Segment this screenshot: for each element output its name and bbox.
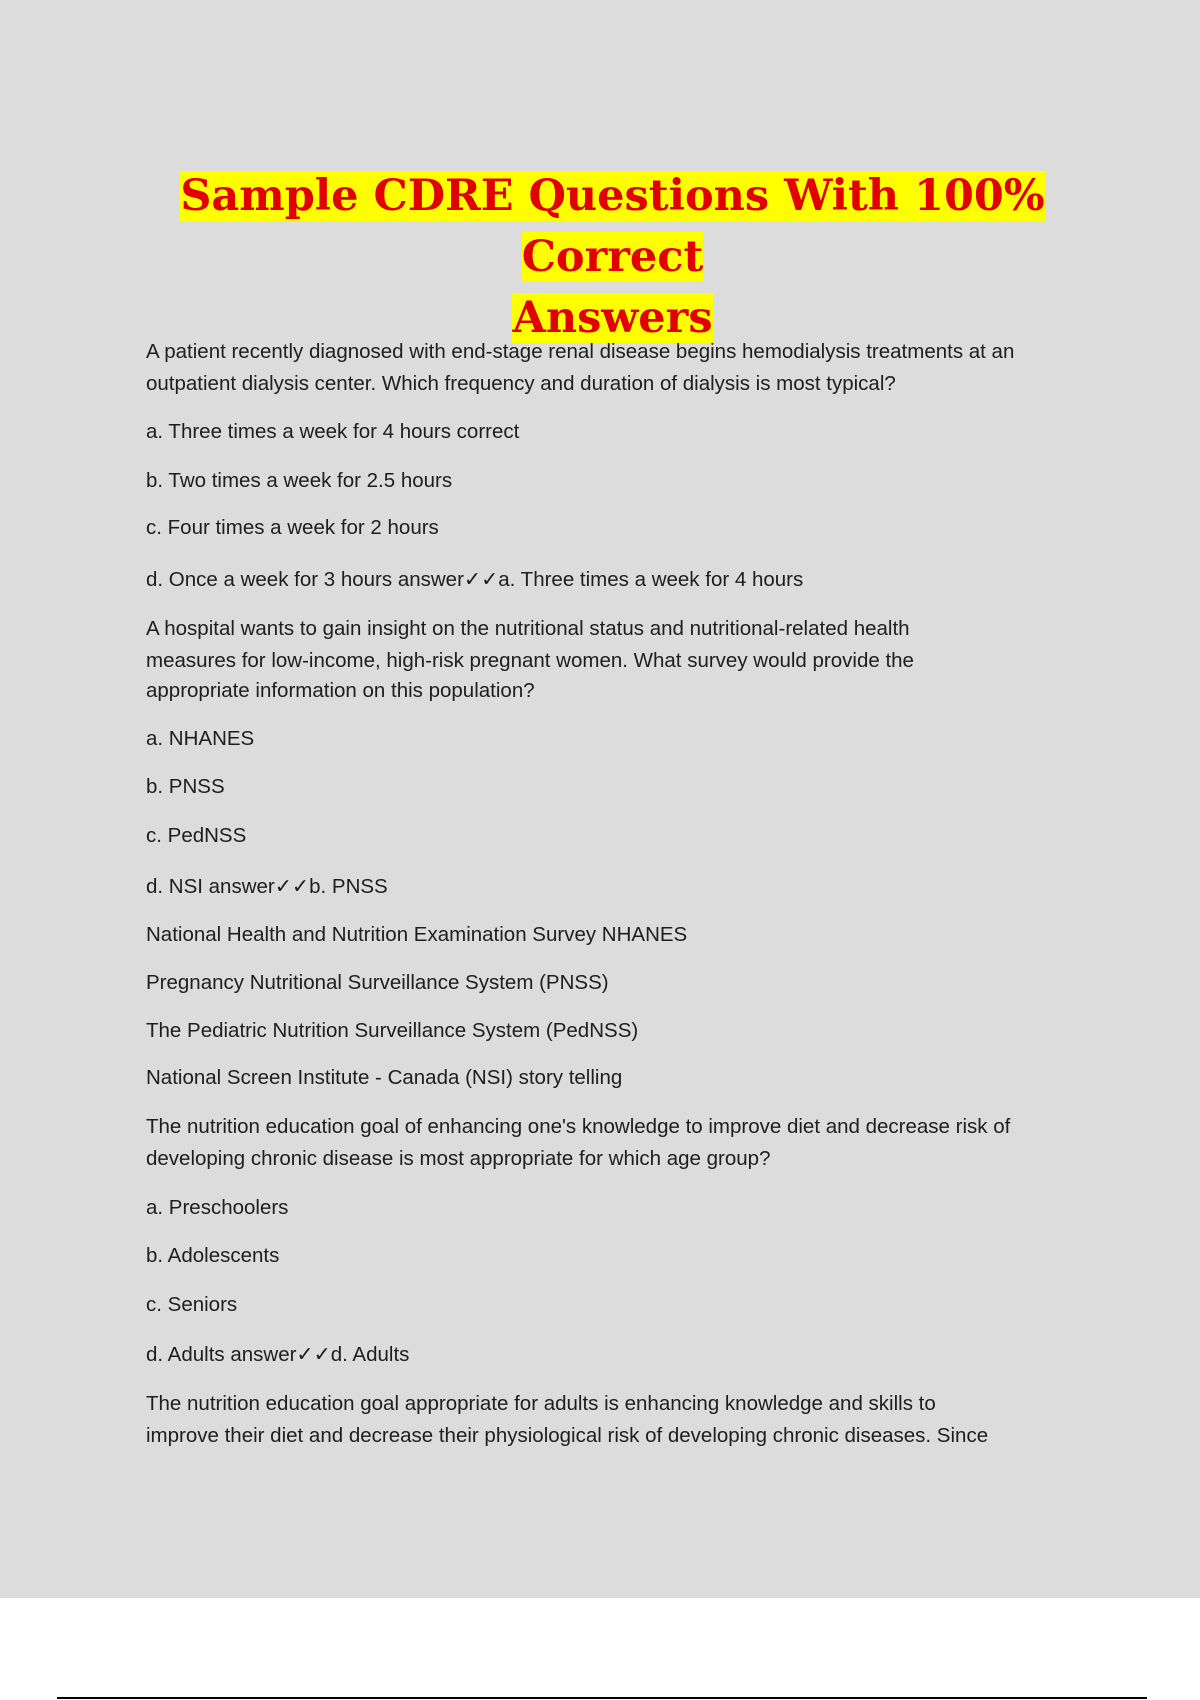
q1-question-line-2: outpatient dialysis center. Which frequency and duration of dialysis is most typical? [146, 372, 896, 395]
footer-rule [57, 1697, 1147, 1699]
title-line-2: Answers [512, 293, 713, 343]
q2-option-b: b. PNSS [146, 775, 225, 798]
q2-explanation-nhanes: National Health and Nutrition Examination Survey NHANES [146, 923, 688, 946]
q2-explanation-pednss: The Pediatric Nutrition Surveillance System (PedNSS) [146, 1019, 639, 1042]
q1-question-line-1: A patient recently diagnosed with end-stage renal disease begins hemodialysis treatments at an [146, 340, 1015, 363]
q3-question-line-1: The nutrition education goal of enhancing one's knowledge to improve diet and decrease risk of [146, 1115, 1011, 1138]
q2-question-line-3: appropriate information on this population? [146, 679, 535, 702]
q3-question-line-2: developing chronic disease is most appropriate for which age group? [146, 1147, 771, 1170]
q1-option-c: c. Four times a week for 2 hours [146, 516, 439, 539]
q3-explanation-line-2: improve their diet and decrease their physiological risk of developing chronic diseases. Since [146, 1424, 989, 1447]
q3-option-d: d. Adults answer✓✓d. Adults [146, 1343, 410, 1366]
q3-option-c: c. Seniors [146, 1293, 238, 1316]
q1-option-b: b. Two times a week for 2.5 hours [146, 469, 453, 492]
q1-option-a: a. Three times a week for 4 hours correct [146, 420, 520, 443]
q2-explanation-pnss: Pregnancy Nutritional Surveillance System (PNSS) [146, 971, 609, 994]
q3-explanation-line-1: The nutrition education goal appropriate for adults is enhancing knowledge and skills to [146, 1392, 936, 1415]
q2-option-c: c. PedNSS [146, 824, 247, 847]
q2-question-line-2: measures for low-income, high-risk pregnant women. What survey would provide the [146, 649, 914, 672]
q2-explanation-nsi: National Screen Institute - Canada (NSI) story telling [146, 1066, 623, 1089]
title-line-1: Sample CDRE Questions With 100% Correct [180, 171, 1045, 282]
q2-question-line-1: A hospital wants to gain insight on the nutritional status and nutritional-related health [146, 617, 910, 640]
q2-option-d: d. NSI answer✓✓b. PNSS [146, 875, 388, 898]
document-title [135, 166, 1090, 349]
q3-option-b: b. Adolescents [146, 1244, 280, 1267]
q2-option-a: a. NHANES [146, 727, 255, 750]
q3-option-a: a. Preschoolers [146, 1196, 289, 1219]
q1-option-d: d. Once a week for 3 hours answer✓✓a. Three times a week for 4 hours [146, 568, 804, 591]
